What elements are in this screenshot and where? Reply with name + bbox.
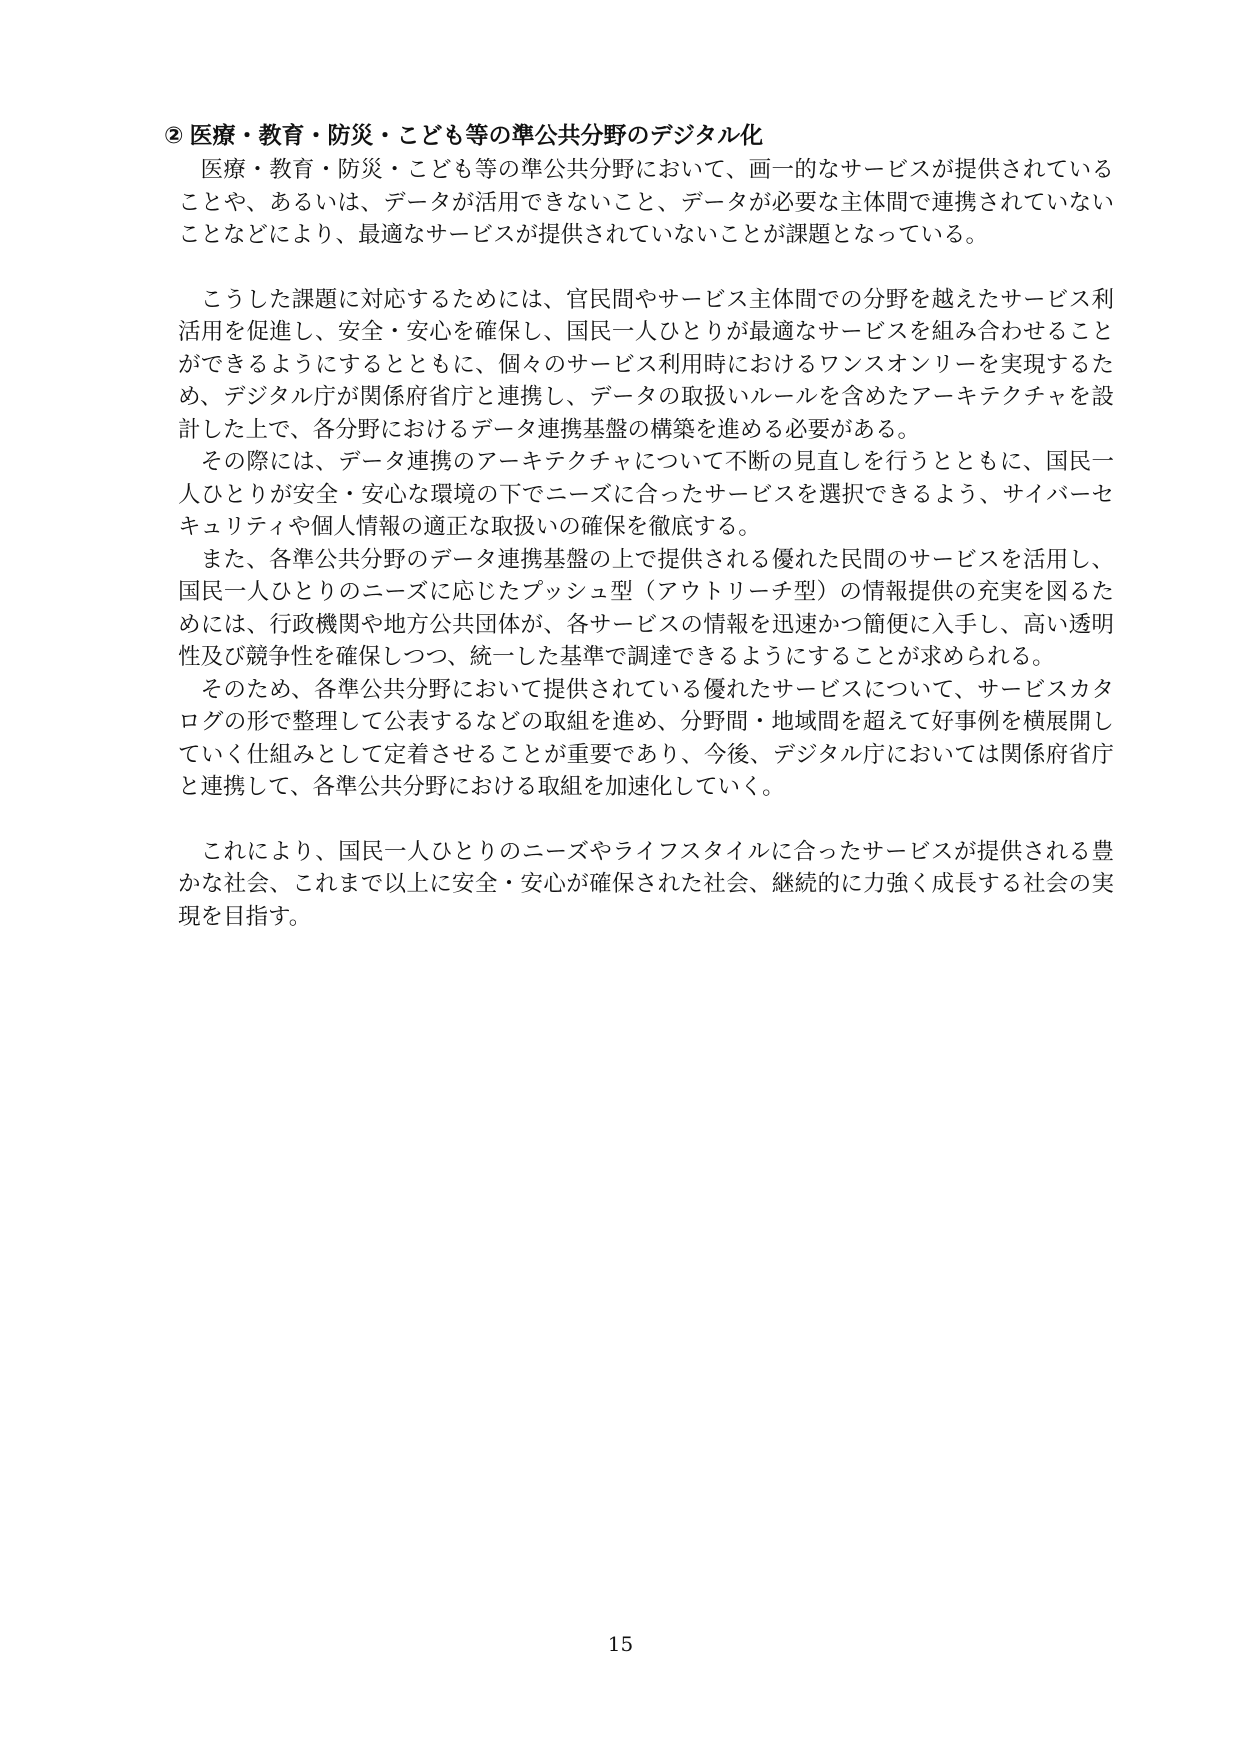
section-title: 医療・教育・防災・こども等の準公共分野のデジタル化	[189, 123, 764, 149]
paragraph-4: また、各準公共分野のデータ連携基盤の上で提供される優れた民間のサービスを活用し、国民一人ひとりのニーズに応じたプッシュ型（アウトリーチ型）の情報提供の充実を図るためには、行政機関や地方公共団体が、各サービスの情報を迅速かつ簡便に入手し、高い透明性及び競争性を確保しつつ、統一した基準で調達できるようにすることが求められる。	[178, 546, 1114, 670]
section-heading	[164, 118, 1114, 154]
paragraph-3: その際には、データ連携のアーキテクチャについて不断の見直しを行うとともに、国民一人ひとりが安全・安心な環境の下でニーズに合ったサービスを選択できるよう、サイバーセキュリティや個人情報の適正な取扱いの確保を徹底する。	[178, 449, 1114, 540]
paragraph-6: これにより、国民一人ひとりのニーズやライフスタイルに合ったサービスが提供される豊かな社会、これまで以上に安全・安心が確保された社会、継続的に力強く成長する社会の実現を目指す。	[178, 838, 1114, 930]
main-content	[164, 118, 1114, 933]
page-number: 15	[607, 1632, 634, 1656]
section-number: ②	[164, 123, 184, 149]
paragraph-1: 医療・教育・防災・こども等の準公共分野において、画一的なサービスが提供されていることや、あるいは、データが活用できないこと、データが必要な主体間で連携されていないことなどにより、最適なサービスが提供されていないことが課題となっている。	[178, 157, 1114, 248]
paragraph-2: こうした課題に対応するためには、官民間やサービス主体間での分野を越えたサービス利活用を促進し、安全・安心を確保し、国民一人ひとりが最適なサービスを組み合わせることができるようにするとともに、個々のサービス利用時におけるワンスオンリーを実現するため、デジタル庁が関係府省庁と連携し、データの取扱いルールを含めたアーキテクチャを設計した上で、各分野におけるデータ連携基盤の構築を進める必要がある。	[178, 286, 1114, 443]
paragraph-5: そのため、各準公共分野において提供されている優れたサービスについて、サービスカタログの形で整理して公表するなどの取組を進め、分野間・地域間を超えて好事例を横展開していく仕組みとして定着させることが重要であり、今後、デジタル庁においては関係府省庁と連携して、各準公共分野における取組を加速化していく。	[178, 676, 1114, 800]
